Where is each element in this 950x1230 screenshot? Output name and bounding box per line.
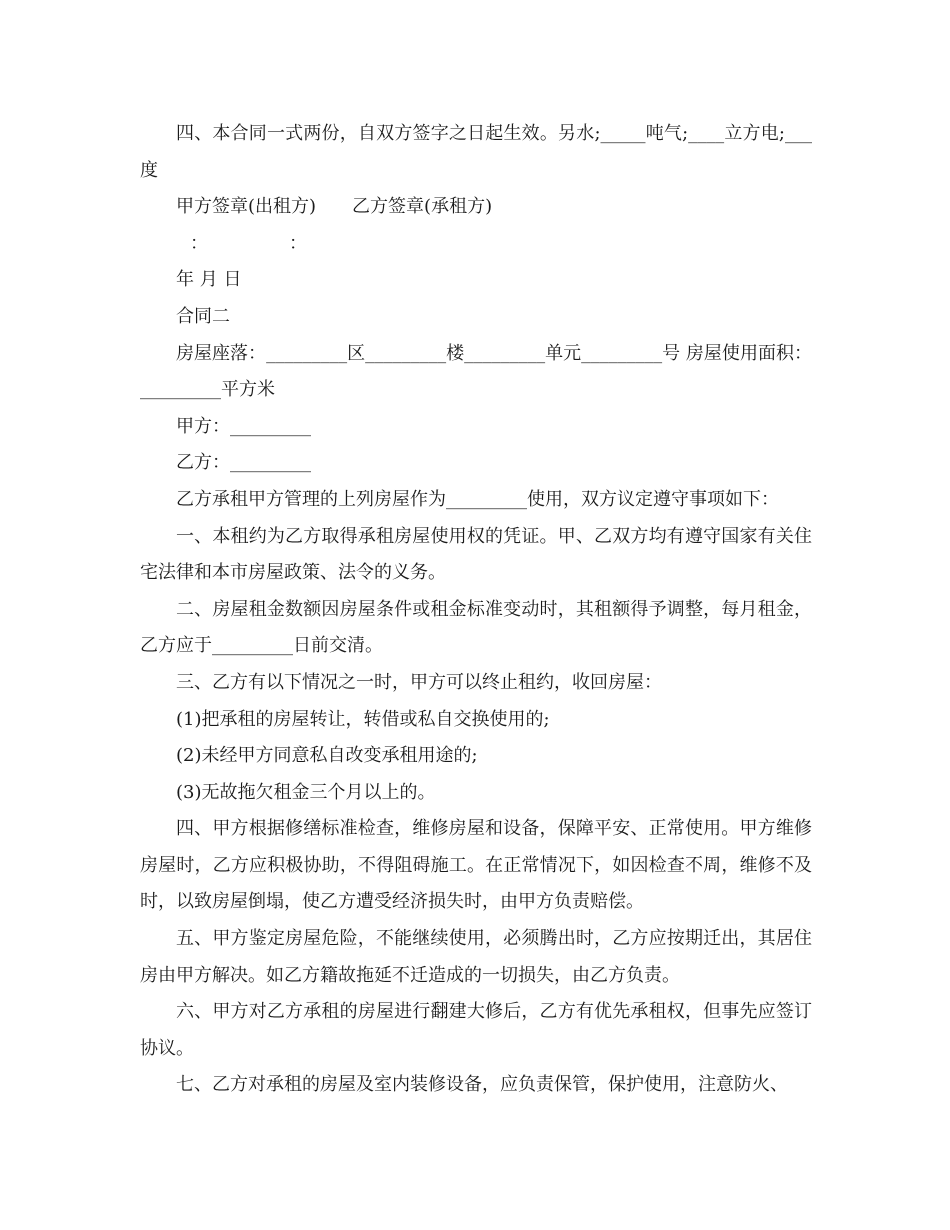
clause-1: 一、本租约为乙方取得承租房屋使用权的凭证。甲、乙双方均有遵守国家有关住宅法律和本市房屋政策、法令的义务。 — [140, 525, 812, 584]
usage-intro: 乙方承租甲方管理的上列房屋作为_________使用，双方议定遵守事项如下： — [176, 488, 779, 510]
property-location: 房屋座落：_________区_________楼_________单元_________号 房屋使用面积：_________平方米 — [140, 342, 812, 401]
signature-colons: ： ： — [190, 232, 307, 254]
clause-3: 三、乙方有以下情况之一时，甲方可以终止租约，收回房屋： — [176, 671, 662, 693]
clause-6: 六、甲方对乙方承租的房屋进行翻建大修后，乙方有优先承租权，但事先应签订协议。 — [140, 1001, 812, 1059]
clause-3-item-1: (1)把承租的房屋转让，转借或私自交换使用的; — [176, 708, 550, 730]
date-line: 年 月 日 — [176, 269, 242, 291]
clause-4-validity: 四、本合同一式两份，自双方签字之日起生效。另水;_____吨气;____立方电;___度 — [140, 123, 812, 181]
party-b-line: 乙方：_________ — [176, 452, 311, 474]
signature-labels: 甲方签章(出租方) 乙方签章(承租方) — [176, 196, 493, 218]
document-page — [140, 116, 812, 1104]
clause-3-item-3: (3)无故拖欠租金三个月以上的。 — [176, 781, 436, 803]
party-a-line: 甲方：_________ — [176, 415, 311, 437]
clause-4-repairs: 四、甲方根据修缮标准检查，维修房屋和设备，保障平安、正常使用。甲方维修房屋时，乙方应积极协助，不得阻碍施工。在正常情况下，如因检查不周，维修不及时，以致房屋倒塌，使乙方遭受经济损失时，由甲方负责赔偿。 — [140, 818, 812, 913]
clause-2: 二、房屋租金数额因房屋条件或租金标准变动时，其租额得予调整，每月租金，乙方应于_________日前交清。 — [140, 598, 812, 657]
clause-7: 七、乙方对承租的房屋及室内装修设备，应负责保管，保护使用，注意防火、 — [176, 1074, 788, 1096]
clause-5: 五、甲方鉴定房屋危险，不能继续使用，必须腾出时，乙方应按期迁出，其居住房由甲方解决。如乙方籍故拖延不迁造成的一切损失，由乙方负责。 — [140, 928, 812, 986]
clause-3-item-2: (2)未经甲方同意私自改变承租用途的; — [176, 745, 478, 767]
contract-two-heading: 合同二 — [176, 305, 230, 327]
